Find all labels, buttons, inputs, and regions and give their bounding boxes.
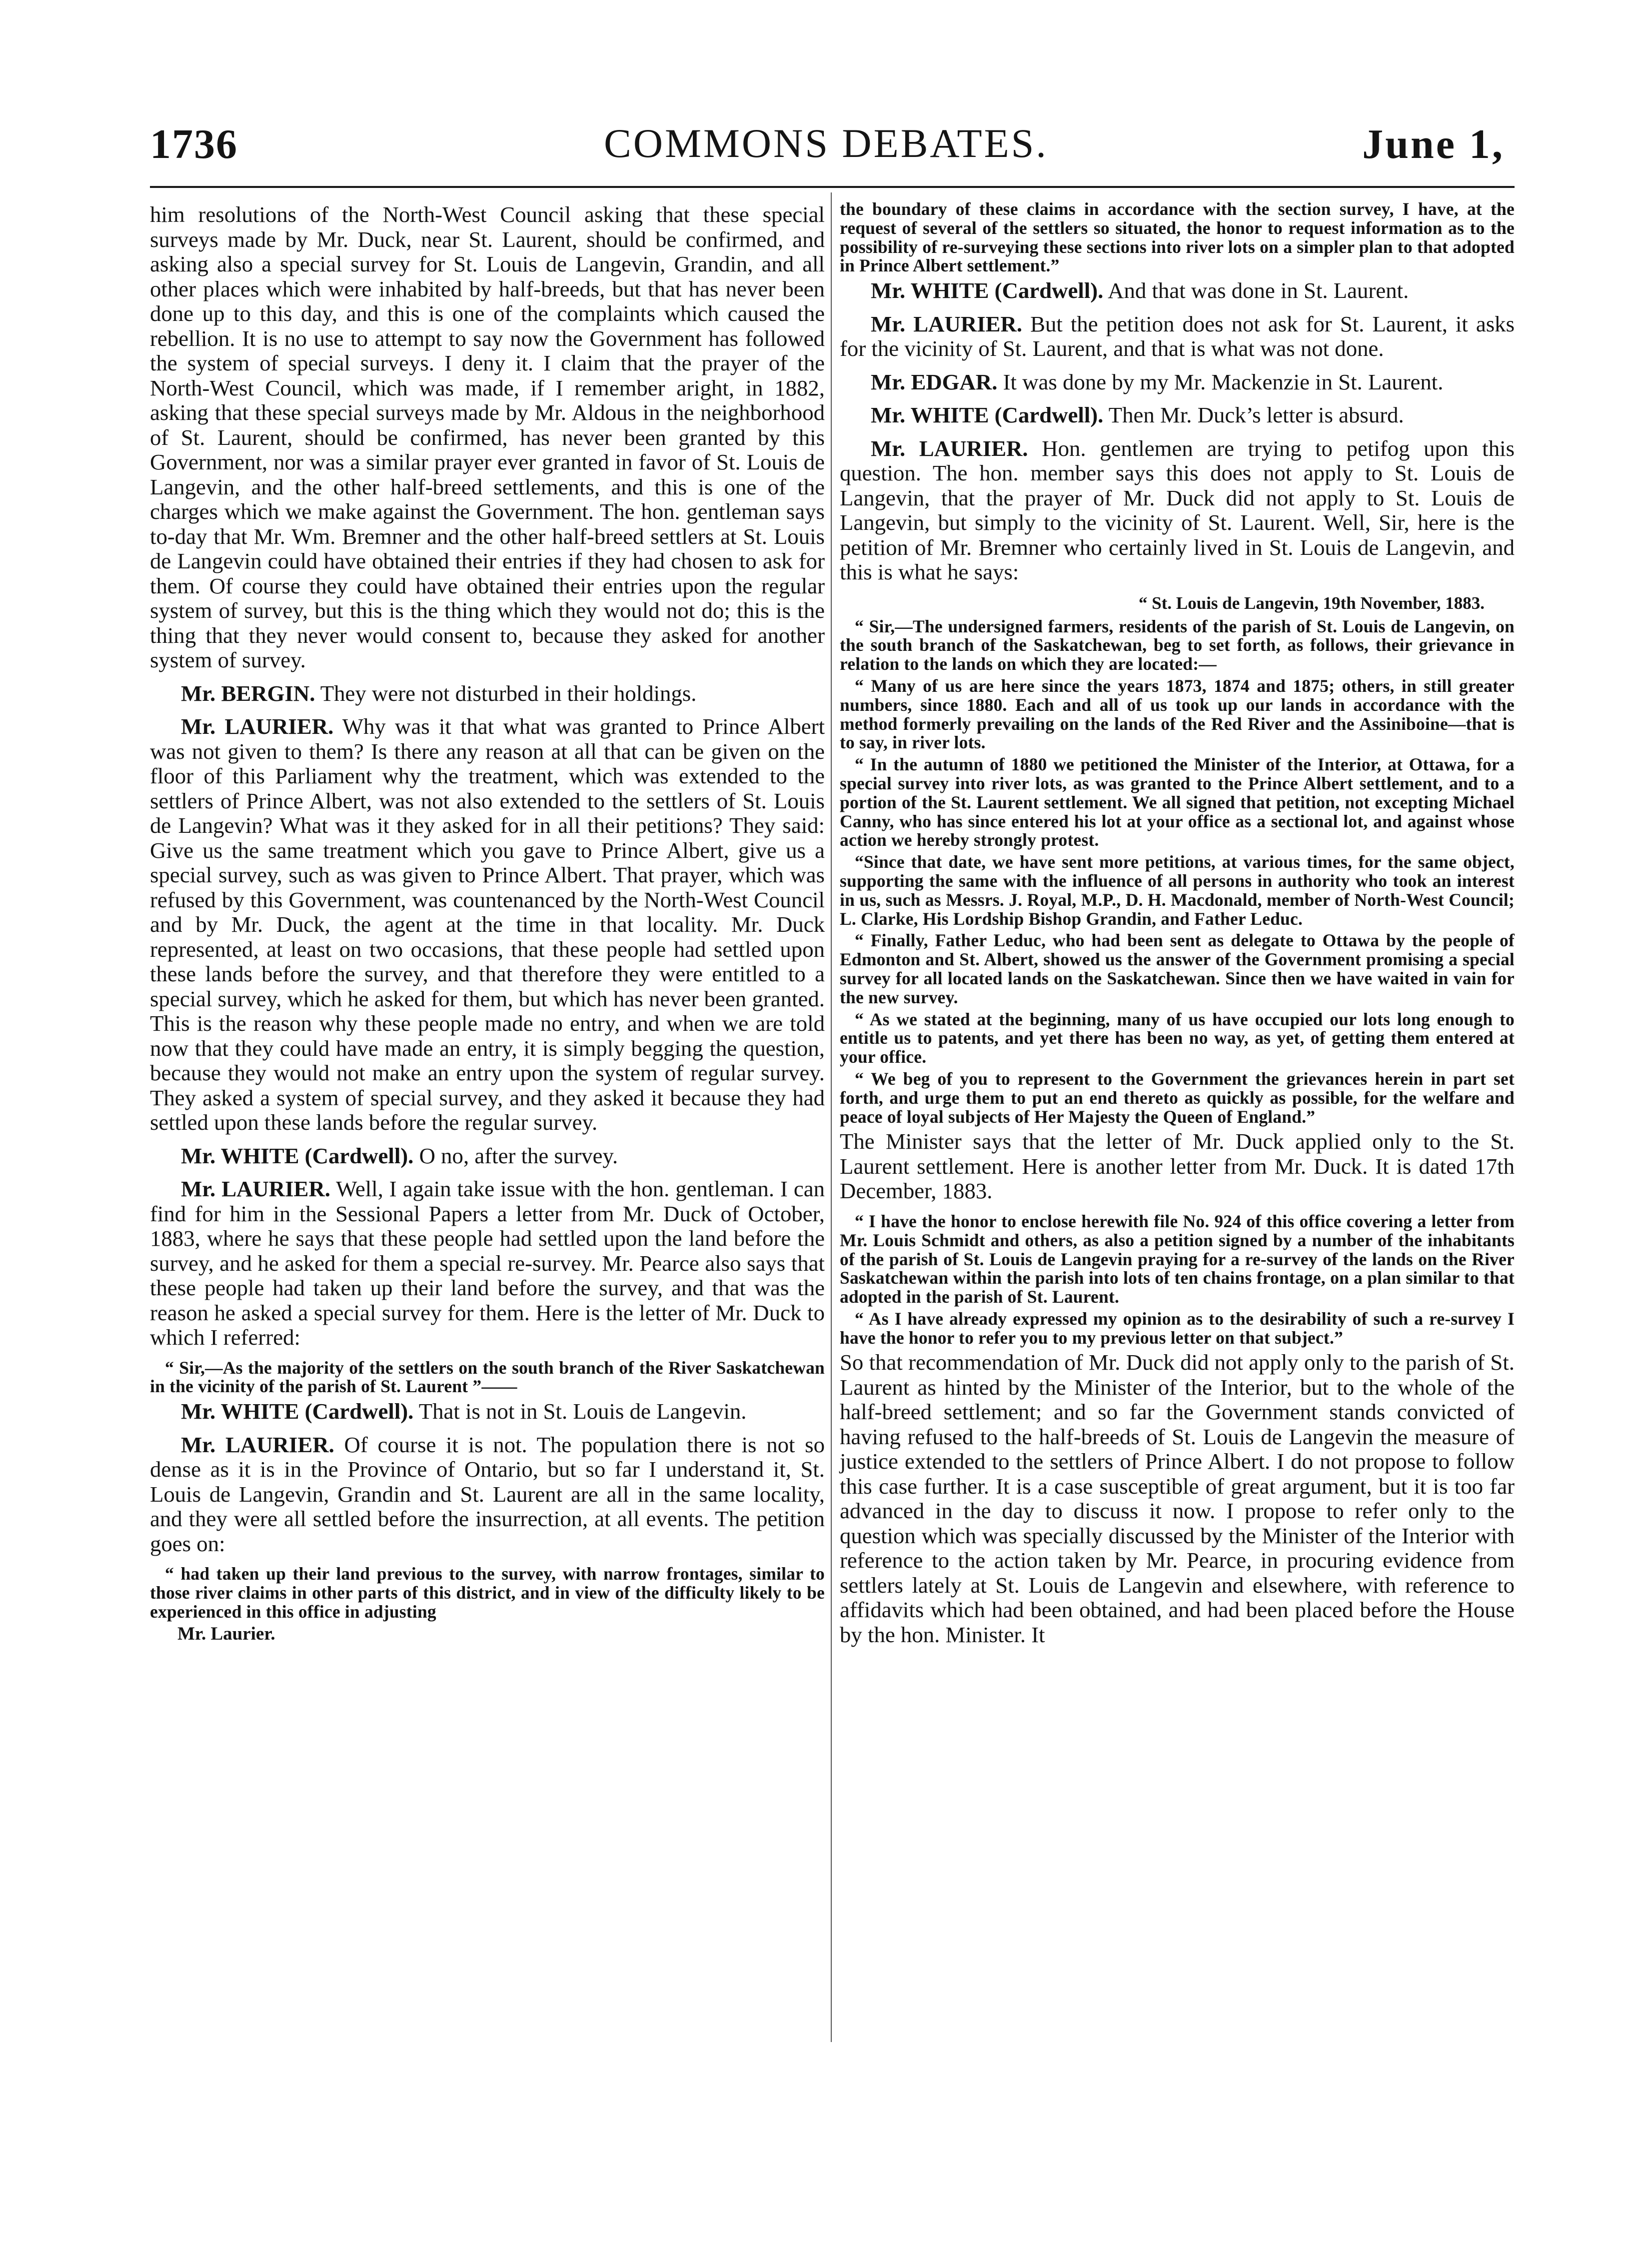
header-rule bbox=[150, 186, 1515, 188]
speaker-name: Mr. WHITE (Cardwell). bbox=[871, 402, 1104, 428]
quoted-letter: “ We beg of you to represent to the Government the grievances herein in part set forth, and urge them to put an end thereto as quickly as possible, for the welfare and peace of loyal subjects of Her Majesty the Queen of England.” bbox=[840, 1069, 1515, 1127]
left-column bbox=[150, 202, 825, 1644]
quoted-letter: “ I have the honor to enclose herewith file No. 924 of this office covering a letter from Mr. Louis Schmidt and others, as also a petition signed by a number of the inhabitants of the parish of St. Louis de Langevin praying for a re-survey of the lands on the River Saskatchewan within the parish into lots of ten chains frontage, on a plan similar to that adopted in the parish of St. Laurent. bbox=[840, 1211, 1515, 1307]
paragraph: Mr. LAURIER. Why was it that what was granted to Prince Albert was not given to them? Is there any reason at all that can be given on the floor of this Parliament why the treatment, which was extended to the settlers of Prince Albert, was not also extended to the settlers of St. Louis de Langevin? What was it they asked for in all their petitions? They said: Give us the same treatment which you gave to Prince Albert, give us a special survey, such as was given to Prince Albert. That prayer, which was refused by this Government, was countenanced by the North-West Council and by Mr. Duck, the agent at the time in that locality. Mr. Duck represented, at least on two occasions, that these people had settled upon these lands before the survey, and that therefore they were entitled to a special survey, which he asked for them, but which has never been granted. This is the reason why these people made no entry, and when we are told now that they could have made an entry, it is simply begging the question, because they would not make an entry upon the system of regular survey. They asked a system of special survey, and they asked it because they had settled upon these lands before the regular survey. bbox=[150, 714, 825, 1135]
quoted-letter: “ As we stated at the beginning, many of us have occupied our lots long enough to entitle us to patents, and yet there has been no way, as yet, of getting them entered at your office. bbox=[840, 1009, 1515, 1067]
paragraph: Mr. EDGAR. It was done by my Mr. Mackenzie in St. Laurent. bbox=[871, 369, 1444, 394]
quoted-letter: “Since that date, we have sent more petitions, at various times, for the same object, supporting the same with the influence of all persons in authority who took an interest in us, such as Messrs. J. Royal, M.P., D. H. Macdonald, member of North-West Council; L. Clarke, His Lordship Bishop Grandin, and Father Leduc. bbox=[840, 852, 1515, 929]
paragraph: Mr. BERGIN. They were not disturbed in their holdings. bbox=[181, 680, 697, 706]
speaker-name: Mr. LAURIER. bbox=[871, 435, 1028, 461]
paragraph: Mr. WHITE (Cardwell). And that was done in St. Laurent. bbox=[871, 278, 1409, 303]
paragraph: him resolutions of the North-West Council asking that these special surveys made by Mr. Duck, near St. Laurent, should be confirmed, and asking also a special survey for St. Louis de Langevin, Grandin, and all other places which were inhabited by half-breeds, but that has never been done up to this day, and this is one of the complaints which caused the rebellion. It is no use to attempt to say now the Government has followed the system of special surveys. I deny it. I claim that the prayer of the North-West Council, which was made, if I remember aright, in 1882, asking that these special surveys made by Mr. Aldous in the neighborhood of St. Laurent, should be confirmed, has never been granted by this Government, nor was a similar prayer ever granted in favor of St. Louis de Langevin, and the other half-breed settlements, and this is one of the charges which we make against the Government. The hon. gentleman says to-day that Mr. Wm. Bremner and the other half-breed settlers at St. Louis de Langevin could have obtained their entries if they had chosen to ask for them. Of course they could have obtained their entries upon the regular system of survey, but this is the thing which they would not do; this is the thing that they never would consent to, because they asked for another system of survey. bbox=[150, 202, 825, 672]
quoted-letter: “ Many of us are here since the years 1873, 1874 and 1875; others, in still greater numbers, since 1880. Each and all of us took up our lands in accordance with the method formerly prevailing on the lands of the Red River and the Assiniboine—that is to say, in river lots. bbox=[840, 676, 1515, 753]
quoted-letter: “ As I have already expressed my opinion as to the desirability of such a re-survey I have the honor to refer you to my previous letter on that subject.” bbox=[840, 1308, 1515, 1348]
paragraph: The Minister says that the letter of Mr. Duck applied only to the St. Laurent settlement. Here is another letter from Mr. Duck. It is dated 17th December, 1883. bbox=[840, 1129, 1515, 1204]
paragraph: So that recommendation of Mr. Duck did not apply only to the parish of St. Laurent as hinted by the Minister of the Interior, but to the whole of the half-breed settlement; and so far the Government stands convicted of having refused to the half-breeds of St. Louis de Langevin the measure of justice extended to the settlers of Prince Albert. I do not propose to follow this case further. It is a case susceptible of great argument, but it is too far advanced in the day to discuss it now. I propose to refer only to the question which was specially discussed by the Minister of the Interior with reference to the action taken by Mr. Pearce, in procuring evidence from settlers lately at St. Louis de Langevin and elsewhere, with reference to affidavits which had been obtained, and had been placed before the House by the hon. Minister. It bbox=[840, 1350, 1515, 1647]
letter-dateline: “ St. Louis de Langevin, 19th November, 1883. bbox=[1139, 593, 1485, 613]
right-column bbox=[840, 200, 1515, 1656]
column-divider bbox=[831, 192, 832, 2042]
speaker-name: Mr. WHITE (Cardwell). bbox=[181, 1143, 414, 1168]
paragraph: Mr. LAURIER. Hon. gentlemen are trying to petifog upon this question. The hon. member says this does not apply to St. Louis de Langevin, that the prayer of Mr. Duck did not apply to St. Louis de Langevin, but simply to the vicinity of St. Laurent. Well, Sir, here is the petition of Mr. Bremner who certainly lived in St. Louis de Langevin, and this is what he says: bbox=[840, 435, 1515, 585]
speaker-name: Mr. WHITE (Cardwell). bbox=[181, 1399, 414, 1424]
paragraph: Mr. LAURIER. Well, I again take issue with the hon. gentleman. I can find for him in the Sessional Papers a letter from Mr. Duck of October, 1883, where he says that these people had settled upon the land before the survey, and he asked for them a special re-survey. Mr. Pearce also says that these people had taken up their land before the survey, and that was the reason he asked a special survey for them. Here is the letter of Mr. Duck to which I referred: bbox=[150, 1176, 825, 1350]
quoted-letter: the boundary of these claims in accordance with the section survey, I have, at the request of several of the settlers so situated, the honor to request information as to the possibility of re-surveying these sections into river lots on a simpler plan to that adopted in Prince Albert settlement.” bbox=[840, 199, 1515, 276]
quoted-letter: “ In the autumn of 1880 we petitioned the Minister of the Interior, at Ottawa, for a special survey into river lots, as was granted to the Prince Albert settlement, and to a portion of the St. Laurent settlement. We all signed that petition, not excepting Michael Canny, who has since entered his lot at your office as a sectional lot, and against whose action we hereby strongly protest. bbox=[840, 754, 1515, 850]
page-header bbox=[0, 120, 1652, 180]
catchword-footer: Mr. Laurier. bbox=[177, 1624, 275, 1645]
paragraph: Mr. WHITE (Cardwell). O no, after the survey. bbox=[181, 1143, 618, 1168]
page-title: COMMONS DEBATES. bbox=[604, 120, 1048, 166]
paragraph: Mr. LAURIER. Of course it is not. The population there is not so dense as it is in the Province of Ontario, but so far I understand it, St. Louis de Langevin, Grandin and St. Laurent are all in the same locality, and they were all settled before the insurrection, at all events. The petition goes on: bbox=[150, 1432, 825, 1556]
speaker-name: Mr. EDGAR. bbox=[871, 369, 998, 394]
speaker-name: Mr. LAURIER. bbox=[181, 714, 334, 739]
speaker-name: Mr. LAURIER. bbox=[871, 311, 1023, 336]
speaker-name: Mr. BERGIN. bbox=[181, 680, 315, 706]
speaker-name: Mr. LAURIER. bbox=[181, 1176, 330, 1201]
speaker-name: Mr. LAURIER. bbox=[181, 1432, 334, 1457]
quoted-letter: “ had taken up their land previous to the survey, with narrow frontages, similar to those river claims in other parts of this district, and in view of the difficulty likely to be experienced in this office in adjusting bbox=[150, 1564, 825, 1622]
page-date: June 1, bbox=[1362, 121, 1505, 167]
quoted-letter: “ Sir,—The undersigned farmers, residents of the parish of St. Louis de Langevin, on the south branch of the Saskatchewan, beg to set forth, as follows, their grievance in relation to the lands on which they are located:— bbox=[840, 616, 1515, 674]
paragraph: Mr. WHITE (Cardwell). Then Mr. Duck’s letter is absurd. bbox=[871, 402, 1404, 428]
speaker-name: Mr. WHITE (Cardwell). bbox=[871, 278, 1104, 303]
paragraph: Mr. WHITE (Cardwell). That is not in St. Louis de Langevin. bbox=[181, 1399, 747, 1424]
page-number: 1736 bbox=[150, 121, 238, 167]
quoted-letter: “ Sir,—As the majority of the settlers on the south branch of the River Saskatchewan in the vicinity of the parish of St. Laurent ”—— bbox=[150, 1357, 825, 1397]
paragraph: Mr. LAURIER. But the petition does not ask for St. Laurent, it asks for the vicinity of St. Laurent, and that is what was not done. bbox=[840, 311, 1515, 361]
quoted-letter: “ Finally, Father Leduc, who had been sent as delegate to Ottawa by the people of Edmonton and St. Albert, showed us the answer of the Government promising a special survey for all located lands on the Saskatchewan. Since then we have waited in vain for the new survey. bbox=[840, 930, 1515, 1007]
